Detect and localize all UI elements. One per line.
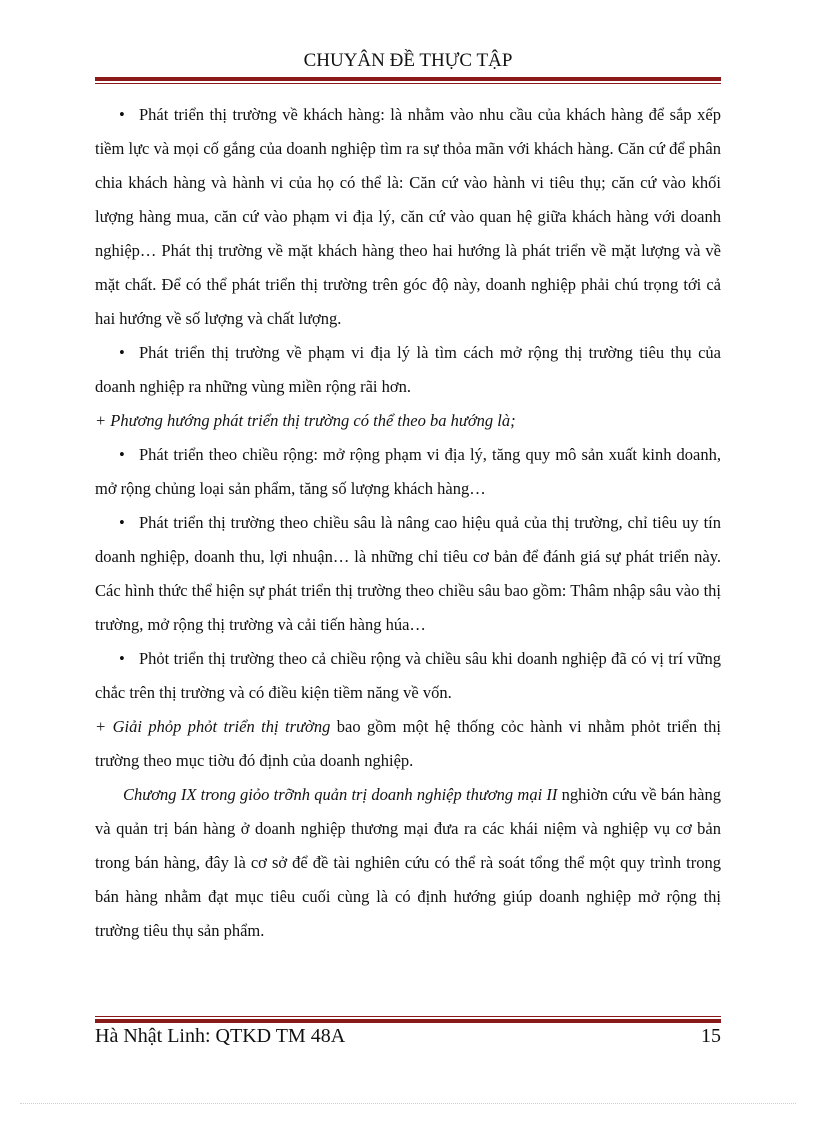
page-edge-divider <box>20 1103 796 1104</box>
paragraph: Chương IX trong giỏo trỡnh quản trị doanh nghiệp thương mại II nghiờn cứu về bán hàng và quản trị bán hàng ở doanh nghiệp thương mại đưa ra các khái niệm và nghiệp vụ cơ bản trong bán hàng, đây là cơ sở để đề tài nghiên cứu có thể rà soát tổng thể một quy trình trong bán hàng nhằm đạt mục tiêu cuối cùng là có định hướng giúp doanh nghiệp mở rộng thị trường tiêu thụ sản phẩm. <box>95 785 721 940</box>
bullet-icon: • <box>119 105 125 124</box>
header-rule <box>95 77 721 84</box>
paragraph: • Phát triển theo chiều rộng: mở rộng phạm vi địa lý, tăng quy mô sản xuất kinh doanh, mở rộng chủng loại sản phẩm, tăng số lượng khách hàng… <box>95 438 721 506</box>
emphasis: Chương IX trong giỏo trỡnh quản trị doanh nghiệp thương mại II <box>123 785 558 804</box>
bullet-icon: • <box>119 649 125 668</box>
section-note: + Phương hướng phát triển thị trường có thể theo ba hướng là; <box>95 411 516 430</box>
page-header-title: CHUYÂN ĐỀ THỰC TẬP <box>303 50 513 71</box>
paragraph: • Phỏt triển thị trường theo cả chiều rộng và chiều sâu khi doanh nghiệp đã có vị trí vững chắc trên thị trường và có điều kiện tiềm năng về vốn. <box>95 642 721 710</box>
paragraph: + Giải phỏp phỏt triển thị trường bao gồm một hệ thống cỏc hành vi nhằm phỏt triển thị trường theo mục tiờu đó định của doanh nghiệp. <box>95 717 722 770</box>
page-footer <box>95 1025 721 1048</box>
bullet-icon: • <box>119 343 125 362</box>
bullet-icon: • <box>119 513 125 532</box>
paragraph: • Phát triển thị trường về phạm vi địa lý là tìm cách mở rộng thị trường tiêu thụ của doanh nghiệp ra những vùng miền rộng rãi hơn. <box>95 336 721 404</box>
footer-rule <box>95 1016 721 1023</box>
page-number: 15 <box>701 1025 721 1047</box>
bullet-icon: • <box>119 445 125 464</box>
emphasis: + Giải phỏp phỏt triển thị trường <box>95 717 331 736</box>
footer-author: Hà Nhật Linh: QTKD TM 48A <box>95 1025 346 1047</box>
paragraph: • Phát triển thị trường về khách hàng: là nhằm vào nhu cầu của khách hàng để sắp xếp tiềm lực và mọi cố gắng của doanh nghiệp tìm ra sự thỏa mãn với khách hàng. Căn cứ để phân chia khách hàng và hành vi của họ có thể là: Căn cứ vào hành vi tiêu thụ; căn cứ vào khối lượng hàng mua, căn cứ vào phạm vi địa lý, căn cứ vào quan hệ giữa khách hàng với doanh nghiệp… Phát thị trường về mặt khách hàng theo hai hướng là phát triển về mặt lượng và về mặt chất. Để có thể phát triển thị trường trên góc độ này, doanh nghiệp phải chú trọng tới cả hai hướng về số lượng và chất lượng. <box>95 98 721 336</box>
paragraph: • Phát triển thị trường theo chiều sâu là nâng cao hiệu quả của thị trường, chỉ tiêu uy tín doanh nghiệp, doanh thu, lợi nhuận… là những chỉ tiêu cơ bản để đánh giá sự phát triển này. Các hình thức thể hiện sự phát triển thị trường theo chiều sâu bao gồm: Thâm nhập sâu vào thị trường, mở rộng thị trường và cải tiến hàng húa… <box>95 506 721 642</box>
document-body <box>95 98 721 948</box>
